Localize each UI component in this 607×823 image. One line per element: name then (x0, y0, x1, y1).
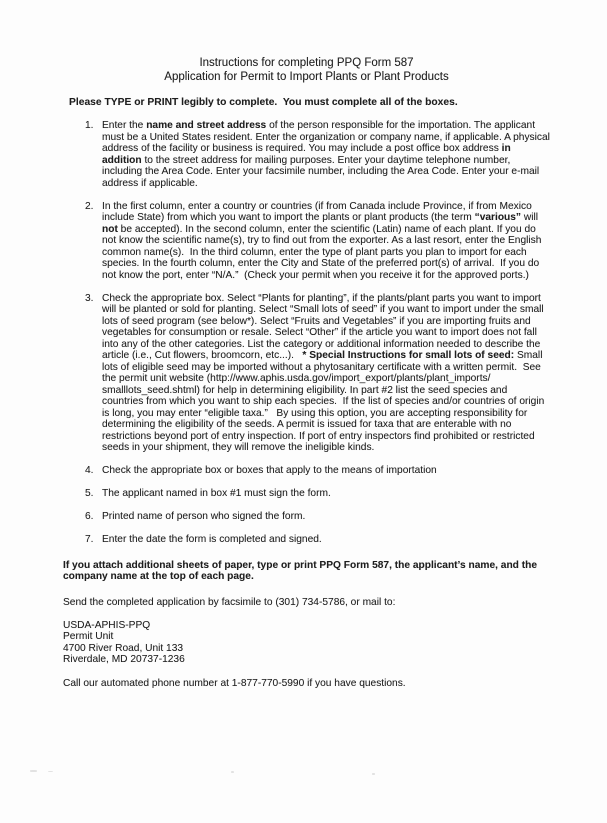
scan-speck (30, 770, 37, 772)
instruction-item-1 (63, 120, 553, 189)
instruction-item-4 (63, 465, 550, 477)
instruction-list (63, 120, 553, 546)
attach-sheets-note: If you attach additional sheets of paper, type or print PPQ Form 587, the applicant’s name, and the company name at the top of each page. (63, 559, 540, 582)
item-number: 3. (85, 292, 94, 304)
item-text: Check the appropriate box or boxes that apply to the means of importation (102, 465, 437, 476)
item-text: Enter the name and street address of the person responsible for the importation. The applicant must be a United States resident. Enter the organization or company name, if applicable. A physical address of the facility or business is required. You may include a post office box address in addition to the street address for mailing purposes. Enter your daytime telephone number, including the Area Code. Enter your facsimile number, including the Area Code. Enter your e-mail address if applicable. (102, 120, 553, 189)
item-number: 7. (85, 534, 94, 545)
instruction-item-5 (63, 488, 550, 500)
mailing-address (63, 620, 550, 666)
address-line: Riverdale, MD 20737-1236 (63, 654, 185, 665)
instruction-item-6 (63, 511, 550, 523)
phone-instruction: Call our automated phone number at 1-877-770-5990 if you have questions. (63, 677, 406, 689)
instruction-item-3 (63, 293, 550, 454)
scan-speck (231, 771, 234, 773)
address-line: Permit Unit (63, 631, 114, 642)
page-title-line1: Instructions for completing PPQ Form 587 (199, 57, 414, 69)
address-line: 4700 River Road, Unit 133 (63, 642, 184, 654)
item-number: 1. (85, 120, 94, 131)
item-number: 2. (85, 200, 94, 212)
address-line: USDA-APHIS-PPQ (63, 619, 151, 631)
page-title-line2: Application for Permit to Import Plants or Plant Products (164, 70, 449, 83)
instructions-notice: Please TYPE or PRINT legibly to complete. You must complete all of the boxes. (69, 97, 458, 108)
item-text: The applicant named in box #1 must sign the form. (102, 488, 331, 499)
item-number: 6. (85, 511, 94, 522)
document-content (63, 57, 553, 689)
item-text: Enter the date the form is completed and signed. (102, 534, 322, 545)
scan-speck (48, 771, 53, 772)
send-instruction: Send the completed application by facsimile to (301) 734-5786, or mail to: (63, 596, 396, 608)
item-text: Printed name of person who signed the form. (102, 511, 306, 522)
item-number: 4. (85, 465, 94, 476)
item-number: 5. (85, 488, 94, 499)
item-text: Check the appropriate box. Select “Plants for planting”, if the plants/plant parts you want to import will be planted or sold for planting. Select “Small lots of seed” if you want to import under the small lots of seed program (see below*). Select “Fruits and Vegetables” if you are importing fruits and vegetables for consumption or resale. Select “Other” if the article you want to import does not fall into any of the other categories. List the category or additional information needed to describe the article (i.e., Cut flowers, broomcorn, etc...). * Special Instructions for small lots of seed: Small lots of eligible seed may be imported without a phytosanitary certificate with a written permit. See the permit unit website (http://www.aphis.usda.gov/import_export/plants/plant_imports/ smalllots_seed.shtml) for help in determining eligibility. In part #2 list the seed species and countries from which you want to ship each species. If the list of species and/or countries of origin is long, you may enter “eligible taxa.” By using this option, you are accepting responsibility for determining the eligibility of the seeds. A permit is issued for taxa that are enterable with no restrictions beyond port of entry inspection. If port of entry inspectors find prohibited or restricted seeds in your shipment, they will remove the ineligible kinds. (102, 292, 548, 453)
item-text: In the first column, enter a country or countries (if from Canada include Province, if from Mexico include State) from which you want to import the plants or plant products (the term “various” will not be accepted). In the second column, enter the scientific (Latin) name of each plant. If you do not know the scientific name(s), try to find out from the exporter. As a last resort, enter the English common name(s). In the third column, enter the type of plant parts you plan to import for each species. In the fourth column, enter the City and State of the preferred port(s) of arrival. If you do not know the port, enter “N/A.” (Check your permit when you receive it for the approved ports.) (102, 200, 545, 281)
instruction-item-7 (63, 534, 550, 546)
instruction-item-2 (63, 201, 550, 282)
scan-speck (372, 773, 375, 775)
